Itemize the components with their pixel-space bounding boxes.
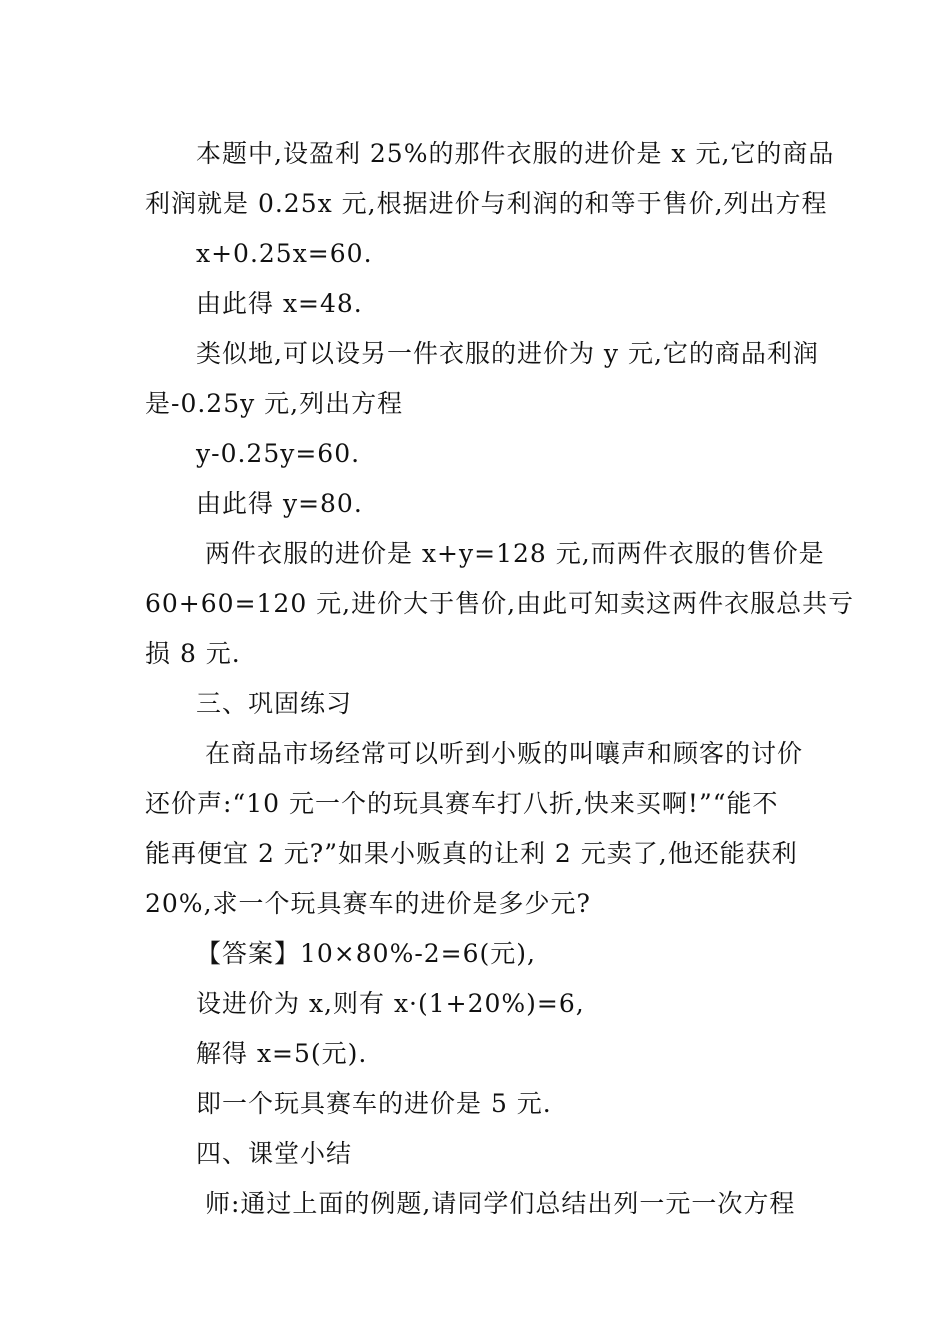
answer-line: 设进价为 x,则有 x·(1+20%)=6, xyxy=(196,989,585,1018)
equation-line: y-0.25y=60. xyxy=(196,439,361,468)
paragraph-line: 60+60=120 元,进价大于售价,由此可知卖这两件衣服总共亏 xyxy=(145,589,855,618)
paragraph-line: 20%,求一个玩具赛车的进价是多少元? xyxy=(145,889,591,918)
paragraph-line: 类似地,可以设另一件衣服的进价为 y 元,它的商品利润 xyxy=(196,339,819,368)
paragraph-line: 由此得 y=80. xyxy=(196,489,363,518)
paragraph-line: 是-0.25y 元,列出方程 xyxy=(145,389,404,418)
paragraph-line: 能再便宜 2 元?”如果小贩真的让利 2 元卖了,他还能获利 xyxy=(145,839,798,868)
paragraph-line: 师:通过上面的例题,请同学们总结出列一元一次方程 xyxy=(205,1189,796,1218)
paragraph-line: 两件衣服的进价是 x+y=128 元,而两件衣服的售价是 xyxy=(205,539,825,568)
answer-line: 即一个玩具赛车的进价是 5 元. xyxy=(196,1089,552,1118)
answer-line: 解得 x=5(元). xyxy=(196,1039,368,1068)
section-heading: 四、课堂小结 xyxy=(196,1139,353,1168)
answer-line: 【答案】10×80%-2=6(元), xyxy=(196,939,536,968)
paragraph-line: 还价声:“10 元一个的玩具赛车打八折,快来买啊!”“能不 xyxy=(145,789,779,818)
equation-line: x+0.25x=60. xyxy=(196,239,373,268)
section-heading: 三、巩固练习 xyxy=(196,689,353,718)
paragraph-line: 本题中,设盈利 25%的那件衣服的进价是 x 元,它的商品 xyxy=(196,139,835,168)
paragraph-line: 损 8 元. xyxy=(145,639,241,668)
paragraph-line: 由此得 x=48. xyxy=(196,289,363,318)
paragraph-line: 在商品市场经常可以听到小贩的叫嚷声和顾客的讨价 xyxy=(205,739,804,768)
paragraph-line: 利润就是 0.25x 元,根据进价与利润的和等于售价,列出方程 xyxy=(145,189,828,218)
